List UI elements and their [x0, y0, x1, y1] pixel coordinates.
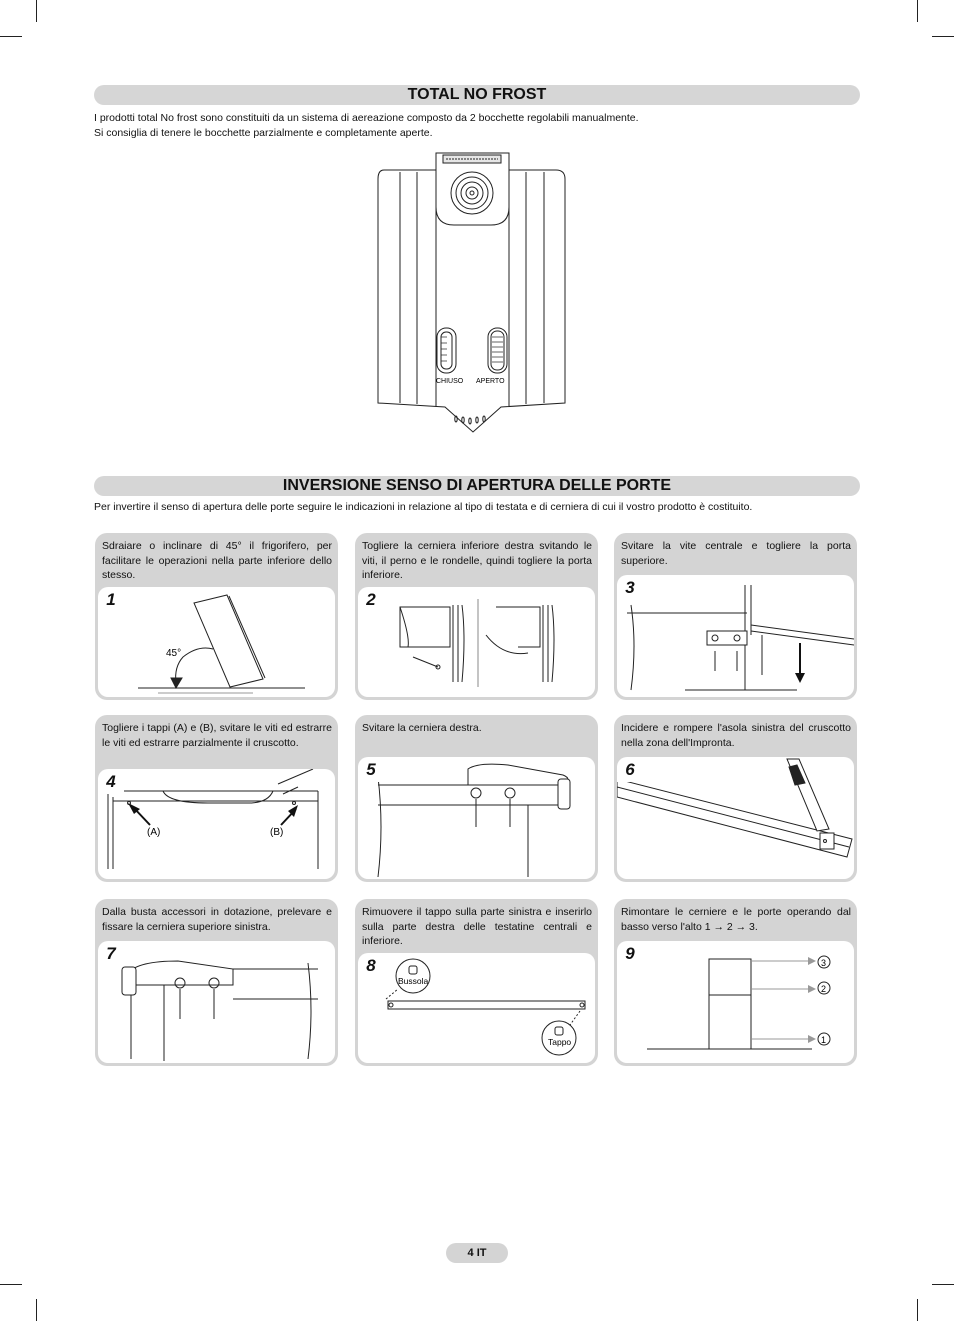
crop-mark — [0, 1284, 22, 1285]
step-text: Togliere i tappi (A) e (B), svitare le viti ed estrarre le viti ed estrarre parzialmente il cruscotto. — [102, 722, 332, 749]
step-card-9 — [614, 899, 857, 1066]
step-number: 6 — [617, 758, 643, 782]
label-bussola: Bussola — [398, 976, 429, 986]
crop-mark — [0, 36, 22, 37]
step-illustration — [617, 757, 854, 879]
step-card-4 — [95, 715, 338, 882]
step-text: Svitare la cerniera destra. — [362, 722, 482, 734]
step-illustration — [617, 575, 854, 697]
step-text: Rimuovere il tappo sulla parte sinistra e inserirlo sulla parte destra delle testatine centrali e inferiore. — [362, 906, 592, 948]
step-text: Rimontare le cerniere e le porte operando dal basso verso l'alto 1 → 2 → 3. — [621, 906, 851, 933]
step-text: Togliere la cerniera inferiore destra svitando le viti, il perno e le rondelle, quindi togliere la porta inferiore. — [362, 540, 592, 582]
step-text: Sdraiare o inclinare di 45° il frigorifero, per facilitare le operazioni nella parte inferiore dello stesso. — [102, 540, 332, 582]
section1-intro-line2: Si consiglia di tenere le bocchette parzialmente e completamente aperte. — [94, 127, 433, 139]
crop-mark — [932, 1284, 954, 1285]
step-number: 2 — [358, 588, 384, 612]
step-card-1 — [95, 533, 338, 700]
crop-mark — [917, 0, 918, 22]
label-b: (B) — [270, 827, 284, 838]
step-number: 4 — [98, 770, 124, 794]
section-title-total-no-frost: TOTAL NO FROST — [94, 85, 860, 105]
step-card-6 — [614, 715, 857, 882]
label-tappo: Tappo — [548, 1037, 572, 1047]
step-number: 5 — [358, 758, 384, 782]
mark-1: 1 — [821, 1035, 827, 1045]
step-illustration — [358, 953, 595, 1063]
label-a: (A) — [147, 827, 161, 838]
step-card-2 — [355, 533, 598, 700]
step-card-5 — [355, 715, 598, 882]
step-illustration — [98, 769, 335, 879]
step-card-8 — [355, 899, 598, 1066]
step-card-7 — [95, 899, 338, 1066]
step-number: 1 — [98, 588, 124, 612]
mark-2: 2 — [821, 984, 827, 994]
crop-mark — [36, 0, 37, 22]
step-text: Svitare la vite centrale e togliere la porta superiore. — [621, 540, 851, 567]
step-number: 7 — [98, 942, 124, 966]
step-card-3 — [614, 533, 857, 700]
step-number: 9 — [617, 942, 643, 966]
step-illustration — [358, 587, 595, 697]
section1-intro-line1: I prodotti total No frost sono constituiti da un sistema di aereazione composto da 2 bocchette regolabili manualmente. — [94, 112, 639, 124]
label-aperto: APERTO — [476, 378, 505, 385]
crop-mark — [917, 1299, 918, 1321]
step-illustration — [98, 587, 335, 697]
step-illustration — [358, 757, 595, 879]
crop-mark — [932, 36, 954, 37]
step-illustration — [98, 941, 335, 1063]
mark-3: 3 — [821, 958, 827, 968]
no-frost-vent-diagram — [370, 145, 575, 437]
step-number: 3 — [617, 576, 643, 600]
section2-intro: Per invertire il senso di apertura delle porte seguire le indicazioni in relazione al tipo di testata e di cerniera di cui il vostro prodotto è costituito. — [94, 501, 753, 513]
page-number: 4 IT — [446, 1243, 508, 1263]
crop-mark — [36, 1299, 37, 1321]
step-text: Dalla busta accessori in dotazione, prelevare e fissare la cerniera superiore sinistra. — [102, 906, 332, 933]
section-title-inversione: INVERSIONE SENSO DI APERTURA DELLE PORTE — [94, 476, 860, 496]
step-text: Incidere e rompere l'asola sinistra del cruscotto nella zona dell'Impronta. — [621, 722, 851, 749]
label-chiuso: CHIUSO — [436, 378, 464, 385]
step-number: 8 — [358, 954, 384, 978]
angle-label: 45° — [166, 648, 182, 659]
step-illustration — [617, 941, 854, 1063]
